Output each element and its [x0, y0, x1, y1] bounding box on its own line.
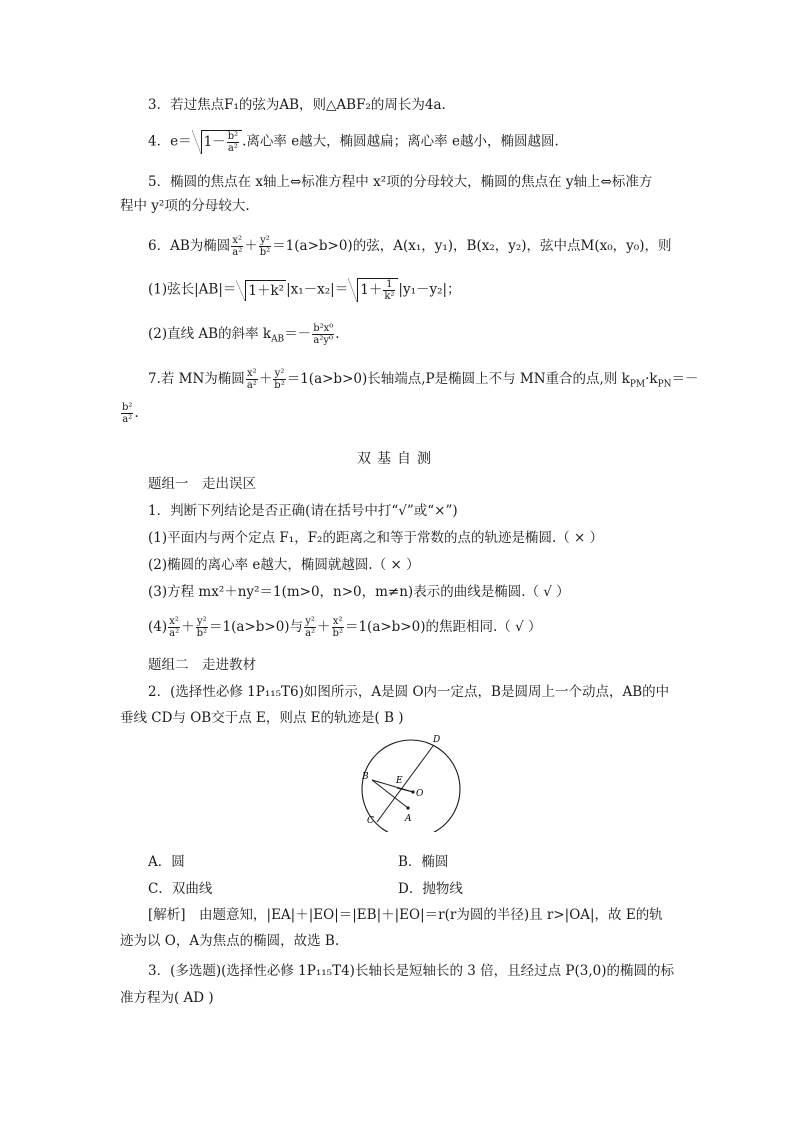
circle-diagram [350, 732, 470, 832]
option-c: C．双曲线 [148, 881, 213, 897]
question-1: 1．判断下列结论是否正确(请在括号中打“√”或“×”) [148, 503, 458, 519]
item-7-line2: $\frac{\text{b²}}{\text{a²}}$ . [122, 402, 139, 425]
group-1-heading: 题组一 走出误区 [148, 476, 256, 492]
fraction: $\frac{\text{b²x⁰}}{\text{a²y⁰}}$ [313, 323, 334, 346]
point-a [406, 806, 409, 809]
question-3-line1: 3．(多选题)(选择性必修 1P₁₁₅T4)长轴长是短轴长的 3 倍，且经过点 P(3,0)的椭圆的标 [148, 963, 674, 979]
item-6: 6．AB为椭圆 $\frac{\text{x²}}{\text{a²}}$ ＋ $\frac{\text{y²}}{\text{b²}}$ ＝1(a>b>0)的弦，A(x₁，y₁)，B(x₂，y₂)，弦中点M(x₀，y₀)，则 [148, 235, 672, 258]
question-1-3: (3)方程 mx²＋ny²＝1(m>0，n>0，m≠n)表示的曲线是椭圆.（ √ ） [148, 584, 570, 600]
label-d: D [433, 735, 441, 745]
fraction: $\frac{\text{b²}}{\text{a²}}$ [227, 131, 239, 154]
label-c: C [367, 816, 374, 826]
question-2-line1: 2．(选择性必修 1P₁₁₅T6)如图所示，A是圆 O内一定点，B是圆周上一个动点，AB的中 [148, 684, 670, 700]
fraction: $\frac{\text{y²}}{\text{b²}}$ [259, 235, 271, 258]
point-o [411, 790, 414, 793]
item-3: 3．若过焦点F₁的弦为AB，则△ABF₂的周长为4a. [148, 97, 446, 113]
question-1-2: (2)椭圆的离心率 e越大，椭圆就越圆.（ × ） [148, 557, 420, 573]
fraction: $\frac{\text{x²}}{\text{a²}}$ [232, 235, 243, 258]
analysis-line2: 迹为以 O，A为焦点的椭圆，故选 B. [120, 933, 340, 949]
question-3-line2: 准方程为( AD ) [120, 990, 214, 1006]
analysis-line1: [解析] 由题意知，|EA|＋|EO|＝|EB|＋|EO|＝r(r为圆的半径)且 r>|OA|，故 E的轨 [148, 907, 663, 923]
label-o: O [416, 789, 424, 799]
item-7-line1: 7.若 MN为椭圆 $\frac{\text{x²}}{\text{a²}}$ ＋ $\frac{\text{y²}}{\text{b²}}$ ＝1(a>b>0)长轴端点,P是椭圆上不与 MN重合的点,则 $k_{PM}\cdot k_{PN}=-$ [148, 368, 699, 391]
question-1-4: (4) $\frac{\text{x²}}{\text{a²}}$ ＋ $\frac{\text{y²}}{\text{b²}}$ ＝1(a>b>0)与 $\frac{\text{y²}}{\text{a²}}$ ＋ $\frac{\text{x²}}{\text{b²}}$ ＝1(a>b>0)的焦距相同.（ √ ） [148, 616, 542, 639]
label-e: E [396, 776, 403, 786]
section-title: 双基自测 [357, 451, 437, 467]
question-1-1: (1)平面内与两个定点 F₁，F₂的距离之和等于常数的点的轨迹是椭圆.（ × ） [148, 530, 604, 546]
fraction: $\frac{\text{y²}}{\text{b²}}$ [274, 368, 285, 391]
item-5-line2: 程中 y²项的分母较大. [120, 198, 250, 214]
option-a: A．圆 [148, 854, 185, 870]
sqrt-symbol: 1＋ $\frac{1}{\text{k²}}$ [348, 278, 398, 302]
fraction: $\frac{1}{\text{k²}}$ [384, 279, 395, 302]
group-2-heading: 题组二 走进教材 [148, 657, 256, 673]
item-6-2: (2)直线 AB的斜率 $k_{AB}=-$ $\frac{\text{b²x⁰}}{\text{a²y⁰}}$ . [148, 323, 340, 346]
item-6-1: (1)弦长|AB|＝ 1＋k² |x₁－x₂|＝ 1＋ $\frac{1}{\text{k²}}$ |y₁－y₂|； [148, 279, 461, 302]
fraction: $\frac{\text{y²}}{\text{a²}}$ [305, 616, 316, 639]
sqrt-symbol: 1＋k² [236, 280, 286, 301]
fraction: $\frac{\text{x²}}{\text{a²}}$ [169, 616, 180, 639]
fraction: $\frac{\text{b²}}{\text{a²}}$ [122, 402, 133, 425]
fraction: $\frac{\text{x²}}{\text{b²}}$ [332, 616, 343, 639]
sqrt-symbol: 1－ $\frac{\text{b²}}{\text{a²}}$ [192, 130, 243, 154]
option-b: B．椭圆 [398, 854, 449, 870]
fraction: $\frac{\text{x²}}{\text{a²}}$ [246, 368, 257, 391]
label-a: A [405, 814, 412, 824]
item-5-line1: 5．椭圆的焦点在 x轴上⇔标准方程中 x²项的分母较大，椭圆的焦点在 y轴上⇔标准方 [148, 174, 653, 190]
question-2-line2: 垂线 CD与 OB交于点 E，则点 E的轨迹是( B ) [120, 710, 404, 726]
fraction: $\frac{\text{y²}}{\text{b²}}$ [196, 616, 208, 639]
item-4: 4．e＝ 1－ $\frac{\text{b²}}{\text{a²}}$ .离心率 e越大，椭圆越扁；离心率 e越小，椭圆越圆. [148, 131, 559, 154]
label-b: B [362, 772, 369, 782]
option-d: D．抛物线 [398, 881, 463, 897]
